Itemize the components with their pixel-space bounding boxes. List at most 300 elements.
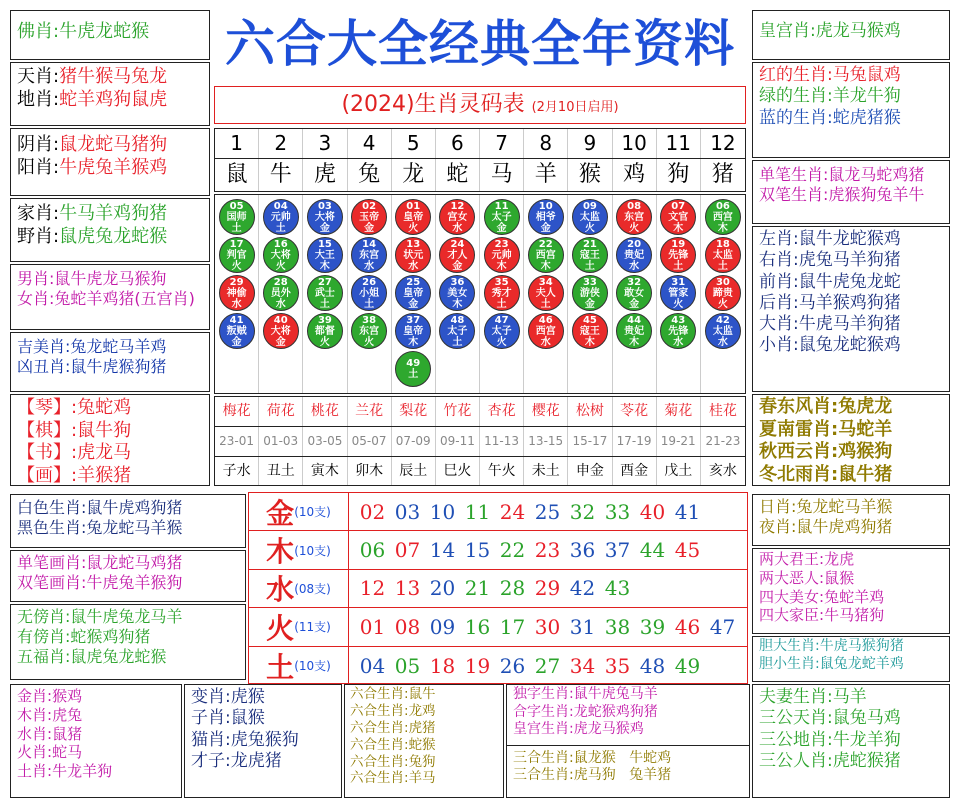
number-ball [219, 313, 255, 349]
danbi-label: 单笔生肖: [759, 165, 829, 184]
ball-element: 土 [319, 298, 330, 310]
qin-label: 【琴】: [17, 397, 78, 418]
number-ball [660, 313, 696, 349]
wuxing-number: 36 [569, 538, 596, 563]
ball-number: 27 [317, 276, 332, 288]
ball-title: 大将 [270, 325, 291, 337]
shu-value: 虎龙马 [77, 442, 132, 463]
ball-title: 先锋 [668, 249, 689, 261]
wuxing-element: 木 [266, 535, 295, 569]
header-number: 8 [524, 129, 568, 158]
lan-label: 蓝的生肖: [759, 107, 833, 128]
hezi-value: 龙蛇猴鸡狗猪 [573, 703, 658, 720]
ball-title: 判官 [226, 249, 247, 261]
liuhe-label: 六合生肖: [350, 719, 409, 736]
zodiac-row [214, 158, 746, 192]
liuhe-value: 羊马 [408, 770, 436, 787]
wuxing-number: 05 [394, 653, 421, 678]
ball-element: 水 [629, 260, 640, 272]
ball-title: 夫人 [535, 287, 556, 299]
ball-element: 木 [496, 260, 507, 272]
wuxing-number: 19 [464, 653, 491, 678]
ball-number: 21 [582, 238, 597, 250]
youpang-value: 蛇猴鸡狗猪 [70, 627, 151, 646]
header-number: 9 [568, 129, 612, 158]
branch-cell: 酉金 [613, 457, 657, 485]
number-ball [439, 237, 475, 273]
ball-title: 寇王 [579, 249, 600, 261]
ball-number: 05 [229, 200, 244, 212]
huanggong2-value: 虎龙马猴鸡 [573, 721, 644, 737]
branch-cell: 亥水 [708, 463, 737, 479]
ri-label: 日肖: [759, 497, 797, 516]
flower-cell: 松树 [568, 397, 612, 426]
shuanghua-value: 牛虎兔羊猴狗 [86, 573, 183, 592]
wuxing-number: 16 [464, 614, 491, 639]
number-ball [705, 313, 741, 349]
flower-cell: 杏花 [480, 397, 524, 426]
wuxing-number: 18 [429, 653, 456, 678]
you-label: 右肖: [759, 250, 799, 271]
sanhe2-label: 三合生肖: [513, 767, 574, 783]
wuxing-count: (08支) [294, 581, 331, 596]
baihei-box [10, 494, 246, 548]
wuxing-number: 15 [464, 538, 491, 563]
ball-element: 火 [629, 222, 640, 234]
wuxing-number: 10 [429, 499, 456, 524]
wuxing-row [249, 647, 747, 685]
number-ball [660, 237, 696, 273]
number-ball [572, 237, 608, 273]
ball-element: 金 [584, 298, 595, 310]
ball-title: 才人 [447, 249, 468, 261]
ball-title: 秀才 [491, 287, 512, 299]
ball-title: 美女 [447, 287, 468, 299]
ball-element: 土 [408, 369, 419, 380]
wuxing-number: 41 [674, 499, 701, 524]
ball-title: 宫女 [447, 211, 468, 223]
yin-value: 鼠龙蛇马猪狗 [59, 134, 168, 155]
ball-title: 文官 [668, 211, 689, 223]
bian-box [184, 684, 342, 798]
liuhe-label: 六合生肖: [350, 753, 409, 770]
ball-title: 太子 [447, 325, 468, 337]
eren-value: 鼠猴 [824, 568, 855, 587]
ball-number: 04 [273, 200, 288, 212]
ball-number: 07 [671, 200, 686, 212]
wuxing-label [249, 647, 349, 685]
wuxing-number: 38 [604, 614, 631, 639]
ball-element: 金 [452, 260, 463, 272]
number-ball [351, 275, 387, 311]
number-ball [263, 199, 299, 235]
liuhe-value: 鼠牛 [408, 686, 436, 702]
header-number: 1 [215, 129, 259, 158]
wuxing-number: 31 [569, 614, 596, 639]
ri-value: 兔龙蛇马羊猴 [796, 497, 893, 516]
branch-cell: 巳火 [436, 457, 480, 485]
chun-label: 春东风肖: [759, 396, 839, 417]
wuxing-number: 40 [639, 499, 666, 524]
wuxing-number: 02 [359, 499, 386, 524]
wuxing-number: 03 [394, 499, 421, 524]
ball-element: 土 [364, 298, 375, 310]
number-ball [263, 275, 299, 311]
ball-element: 水 [364, 260, 375, 272]
wuxing-element: 火 [266, 611, 295, 645]
liuhe-value: 兔狗 [408, 753, 436, 770]
ball-title: 武士 [314, 287, 335, 299]
wuxing-zodiac-box [10, 684, 182, 798]
ball-element: 金 [231, 336, 242, 348]
wuxing-number: 21 [464, 576, 491, 601]
jimei-value: 兔龙蛇马羊鸡 [70, 337, 167, 356]
wuxing-number: 04 [359, 653, 386, 678]
zodiac-cell: 狗 [657, 159, 701, 191]
lv-label: 绿的生肖: [759, 86, 833, 107]
qiu-value: 鸡猴狗 [838, 441, 893, 462]
ball-column [613, 195, 657, 393]
ball-number: 16 [273, 238, 288, 250]
number-ball [705, 237, 741, 273]
chun-value: 兔虎龙 [838, 396, 893, 417]
season-box [752, 394, 950, 486]
wuxing-number: 17 [499, 614, 526, 639]
qin-value: 兔蛇鸡 [77, 397, 132, 418]
header-number: 12 [710, 131, 736, 155]
wuxing-number: 49 [674, 653, 701, 678]
header-number: 2 [259, 129, 303, 158]
jin-value: 猴鸡 [52, 687, 83, 705]
you-value: 虎兔马羊狗猪 [798, 250, 901, 271]
danda-value: 牛虎马猴狗猪 [819, 638, 904, 654]
ball-element: 土 [584, 260, 595, 272]
sanhe1-value2: 牛蛇鸡 [629, 749, 672, 766]
bai-label: 白色生肖: [17, 498, 87, 517]
dan-box [752, 636, 950, 682]
zodiac-cell: 龙 [392, 159, 436, 191]
number-ball [351, 313, 387, 349]
wuxing-number: 26 [499, 653, 526, 678]
wuxing-number: 39 [639, 614, 666, 639]
number-header-row [214, 128, 746, 158]
number-ball [660, 199, 696, 235]
hong-value: 马兔鼠鸡 [832, 65, 901, 85]
zodiac-cell: 猪 [711, 162, 734, 187]
huo-label: 火肖: [17, 743, 53, 762]
yeye-label: 夜肖: [759, 517, 797, 536]
wuxing-label [249, 531, 349, 568]
ball-number: 14 [362, 238, 377, 250]
wuxing-number: 45 [674, 538, 701, 563]
cai-value: 龙虎猪 [230, 750, 282, 771]
ball-title: 先锋 [668, 325, 689, 337]
ball-number: 23 [494, 238, 509, 250]
tu-value: 牛龙羊狗 [52, 762, 113, 780]
sanhe1-label: 三合生肖: [513, 749, 574, 766]
wuxing-number: 47 [709, 614, 736, 639]
wuxing-count: (11支) [294, 620, 331, 635]
zuo-label: 左肖: [759, 229, 799, 249]
ball-column [259, 195, 303, 393]
wupang-label: 无傍肖: [17, 607, 71, 626]
ball-title: 相爷 [535, 211, 556, 223]
ball-element: 金 [629, 298, 640, 310]
wuxing-number: 28 [499, 576, 526, 601]
sangongren-value: 虎蛇猴猪 [832, 750, 901, 771]
ball-element: 木 [717, 222, 728, 234]
ball-title: 小姐 [359, 287, 380, 299]
header-number: 11 [657, 129, 701, 158]
wuxing-element: 金 [266, 496, 295, 530]
zodiac-cell: 马 [480, 159, 524, 191]
liuhe-box [344, 684, 504, 798]
ball-title: 西宫 [535, 249, 556, 261]
fuqi-value: 马羊 [832, 687, 867, 707]
junwang-label: 两大君王: [759, 550, 825, 568]
zodiac-cell: 羊 [524, 159, 568, 191]
ball-number: 22 [538, 238, 553, 250]
ball-element: 火 [275, 260, 286, 272]
header-number: 3 [303, 129, 347, 158]
ball-number: 43 [671, 314, 686, 326]
flower-cell: 菊花 [657, 397, 701, 426]
ball-element: 土 [275, 222, 286, 234]
ball-column [303, 195, 347, 393]
ball-column [348, 195, 392, 393]
zodiac-cell: 牛 [259, 159, 303, 191]
ball-number: 31 [671, 276, 686, 288]
wuxing-number: 14 [429, 538, 456, 563]
qinqi-box [10, 394, 210, 486]
wuxing-count: (10支) [294, 659, 331, 674]
ball-title: 都督 [314, 325, 335, 337]
subtitle-main: (2024)生肖灵码表 [341, 92, 525, 117]
time-cell: 13-15 [524, 427, 568, 456]
nannv-box [10, 264, 210, 330]
liuhe-label: 六合生肖: [350, 686, 409, 702]
ball-element: 火 [717, 298, 728, 310]
huanggong2-label: 皇宫生肖: [513, 721, 574, 737]
ball-title: 皇帝 [403, 211, 424, 223]
ball-title: 太监 [579, 211, 600, 223]
ball-element: 水 [673, 336, 684, 348]
ball-number: 02 [362, 200, 377, 212]
ball-element: 土 [452, 336, 463, 348]
ball-title: 状元 [403, 249, 424, 261]
duzi-box [506, 684, 750, 798]
ball-title: 贵妃 [624, 325, 645, 337]
wuxing-count: (10支) [294, 543, 331, 558]
wuxing-number: 13 [394, 576, 421, 601]
huanggong-box [752, 10, 950, 60]
branch-row [214, 456, 746, 486]
ball-title: 敢女 [624, 287, 645, 299]
header-number: 7 [480, 129, 524, 158]
wuxing-row [249, 493, 747, 531]
branch-cell: 午火 [480, 457, 524, 485]
wuxing-number: 29 [534, 576, 561, 601]
zi-label: 子肖: [191, 708, 231, 729]
hezi-label: 合字生肖: [513, 703, 574, 720]
number-ball [307, 237, 343, 273]
number-ball [395, 313, 431, 349]
qiu-label: 秋西云肖: [759, 441, 839, 462]
ball-number: 34 [538, 276, 553, 288]
eren-label: 两大恶人: [759, 568, 825, 587]
number-ball [528, 237, 564, 273]
ball-element: 土 [717, 260, 728, 272]
time-cell: 07-09 [392, 427, 436, 456]
ball-element: 火 [673, 298, 684, 310]
ball-element: 木 [673, 222, 684, 234]
wuxing-number: 01 [359, 614, 386, 639]
jimei-box [10, 332, 210, 392]
wuxing-row [249, 608, 747, 646]
wuxing-number: 42 [569, 576, 596, 601]
cai-label: 才子: [191, 750, 231, 771]
wuxing-number: 09 [429, 614, 456, 639]
liuhe-line [350, 703, 498, 720]
ball-column [701, 195, 745, 393]
sangongtian-label: 三公天肖: [759, 708, 833, 729]
liuhe-line [350, 737, 498, 754]
ball-title: 皇帝 [403, 325, 424, 337]
color-zodiac-box [752, 62, 950, 158]
danxiao-label: 胆小生肖: [759, 655, 820, 672]
shui-label: 水肖: [17, 724, 53, 743]
number-ball [307, 313, 343, 349]
ball-number: 41 [229, 314, 244, 326]
hou-value: 马羊猴鸡狗猪 [798, 292, 901, 313]
wufu-value: 鼠虎兔龙蛇猴 [70, 647, 167, 666]
ball-title: 管家 [668, 287, 689, 299]
number-ball [616, 313, 652, 349]
jia-label: 家肖: [17, 203, 60, 224]
ball-element: 木 [408, 336, 419, 348]
fo-box [10, 10, 210, 60]
number-ball [572, 199, 608, 235]
wuxing-number: 34 [569, 653, 596, 678]
ball-column [524, 195, 568, 393]
wuxing-numbers [349, 538, 705, 562]
time-cell: 11-13 [480, 427, 524, 456]
ball-number: 17 [229, 238, 244, 250]
ball-title: 蹄贵 [712, 287, 733, 299]
sida-box [752, 548, 950, 634]
mao-value: 虎兔猴狗 [230, 729, 299, 750]
flower-cell: 梨花 [392, 397, 436, 426]
number-ball [705, 199, 741, 235]
sangong-box [752, 684, 950, 798]
time-cell: 23-01 [215, 427, 259, 456]
ball-title: 叛贼 [226, 325, 247, 337]
ball-number: 39 [317, 314, 332, 326]
wuxing-number: 07 [394, 538, 421, 563]
zodiac-cell: 鼠 [215, 159, 259, 191]
wufu-label: 五福肖: [17, 647, 71, 666]
number-ball [528, 313, 564, 349]
ball-element: 火 [408, 222, 419, 234]
time-cell: 21-23 [705, 434, 741, 448]
wuxing-label [249, 608, 349, 645]
wupang-value: 鼠牛虎兔龙马羊 [70, 607, 183, 626]
wuxing-number: 27 [534, 653, 561, 678]
xia-value: 马蛇羊 [838, 418, 893, 440]
number-ball [351, 237, 387, 273]
number-ball [351, 199, 387, 235]
bian-label: 变肖: [191, 687, 231, 707]
zuo-value: 鼠牛龙蛇猴鸡 [798, 229, 901, 249]
wuxing-count: (10支) [294, 505, 331, 520]
yinyang-box [10, 128, 210, 196]
shui-value: 鼠猪 [52, 724, 83, 743]
ball-title: 国师 [226, 211, 247, 223]
wuxing-label [249, 493, 349, 530]
number-ball [616, 237, 652, 273]
branch-cell: 子水 [215, 457, 259, 485]
branch-cell: 丑土 [259, 457, 303, 485]
danhua-label: 单笔画肖: [17, 553, 87, 572]
sanhe2-value2: 兔羊猪 [629, 767, 672, 783]
ball-title: 西宫 [535, 325, 556, 337]
number-ball [395, 237, 431, 273]
ball-element: 木 [540, 260, 551, 272]
sangongren-label: 三公人肖: [759, 750, 833, 771]
ball-number: 13 [406, 238, 421, 250]
ball-column [392, 195, 436, 393]
ball-title: 大王 [314, 249, 335, 261]
wuxing-element: 水 [266, 573, 295, 607]
ball-title: 元帅 [270, 211, 291, 223]
riye-box [752, 494, 950, 546]
nan-label: 男肖: [17, 269, 55, 288]
dong-label: 冬北雨肖: [759, 463, 839, 485]
ball-number: 48 [450, 314, 465, 326]
ball-number: 37 [406, 314, 421, 326]
ball-element: 火 [231, 260, 242, 272]
number-ball [616, 199, 652, 235]
ball-element: 金 [496, 222, 507, 234]
yang-label: 阳肖: [17, 156, 60, 178]
liuhe-line [350, 686, 498, 703]
xiao-value: 鼠兔龙蛇猴鸡 [798, 335, 901, 356]
direction-box [752, 226, 950, 392]
wuxing-number: 43 [604, 576, 631, 601]
liuhe-value: 龙鸡 [408, 702, 436, 719]
flower-cell: 桂花 [708, 403, 737, 419]
ball-element: 金 [540, 222, 551, 234]
nan-value: 鼠牛虎龙马猴狗 [54, 269, 167, 288]
ball-number: 44 [627, 314, 642, 326]
danda-label: 胆大生肖: [759, 638, 820, 654]
flower-row [214, 396, 746, 426]
ball-title: 东宫 [624, 211, 645, 223]
ball-number: 42 [715, 314, 730, 326]
ball-element: 火 [319, 336, 330, 348]
sanhe2-value: 虎马狗 [573, 767, 616, 783]
number-ball [395, 199, 431, 235]
branch-cell: 未土 [524, 457, 568, 485]
ball-title: 太子 [491, 325, 512, 337]
bihua-box [10, 550, 246, 602]
junwang-value: 龙虎 [824, 550, 855, 568]
ball-title: 大将 [314, 211, 335, 223]
ball-number: 35 [494, 276, 509, 288]
danhua-value: 鼠龙蛇马鸡猪 [86, 553, 183, 572]
flower-cell: 荷花 [259, 397, 303, 426]
branch-cell: 卯木 [348, 457, 392, 485]
